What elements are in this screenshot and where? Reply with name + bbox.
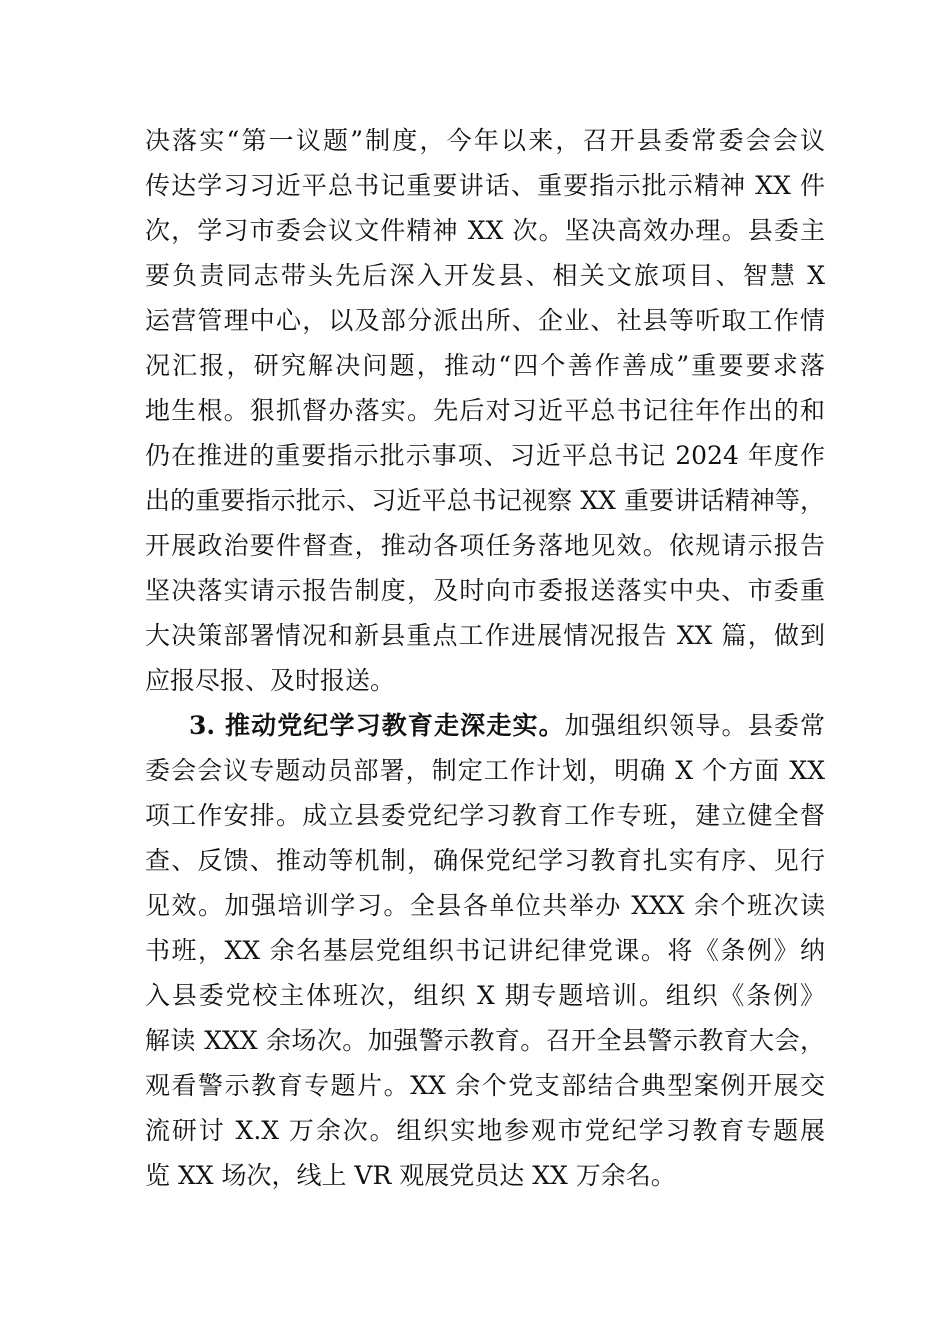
text-line: 出的重要指示批示、习近平总书记视察 XX 重要讲话精神等， — [145, 486, 825, 515]
text-line: 见效。加强培训学习。全县各单位共举办 XXX 余个班次读 — [145, 891, 825, 920]
text-line: 仍在推进的重要指示批示事项、习近平总书记 2024 年度作 — [145, 441, 825, 470]
text-line: 决落实“第一议题”制度，今年以来，召开县委常委会会议 — [145, 126, 825, 155]
text-line: 项工作安排。成立县委党纪学习教育工作专班，建立健全督 — [145, 801, 825, 830]
text-line: 解读 XXX 余场次。加强警示教育。召开全县警示教育大会， — [145, 1026, 825, 1055]
text-line: 传达学习习近平总书记重要讲话、重要指示批示精神 XX 件 — [145, 171, 825, 200]
text-line: 入县委党校主体班次，组织 X 期专题培训。组织《条例》 — [145, 981, 825, 1010]
text-line: 开展政治要件督查，推动各项任务落地见效。依规请示报告 — [145, 531, 825, 560]
text-line: 况汇报，研究解决问题，推动“四个善作善成”重要要求落 — [145, 351, 825, 380]
text-line: 应报尽报、及时报送。 — [145, 666, 396, 695]
paragraph-party-discipline — [145, 703, 825, 1198]
text-line: 要负责同志带头先后深入开发县、相关文旅项目、智慧 X — [145, 261, 825, 290]
text-line: 观看警示教育专题片。XX 余个党支部结合典型案例开展交 — [145, 1071, 825, 1100]
text-line: 次，学习市委会议文件精神 XX 次。坚决高效办理。县委主 — [145, 216, 825, 245]
text-line: 委会会议专题动员部署，制定工作计划，明确 X 个方面 XX — [145, 756, 825, 785]
paragraph-first-line — [145, 703, 825, 748]
text-line: 运营管理中心，以及部分派出所、企业、社县等听取工作情 — [145, 306, 825, 335]
text-line: 坚决落实请示报告制度，及时向市委报送落实中央、市委重 — [145, 576, 825, 605]
text-line: 流研讨 X.X 万余次。组织实地参观市党纪学习教育专题展 — [145, 1116, 825, 1145]
text-run: 加强组织领导。县委常 — [564, 711, 825, 740]
text-line: 览 XX 场次，线上 VR 观展党员达 XX 万余名。 — [145, 1161, 676, 1190]
text-line: 大决策部署情况和新县重点工作进展情况报告 XX 篇，做到 — [145, 621, 825, 650]
paragraph-first-topic — [145, 118, 825, 703]
text-line: 书班，XX 余名基层党组织书记讲纪律党课。将《条例》纳 — [145, 936, 825, 965]
text-line: 查、反馈、推动等机制，确保党纪学习教育扎实有序、见行 — [145, 846, 825, 875]
section-heading: 3. 推动党纪学习教育走深走实。 — [189, 711, 565, 740]
text-line: 地生根。狠抓督办落实。先后对习近平总书记往年作出的和 — [145, 396, 825, 425]
